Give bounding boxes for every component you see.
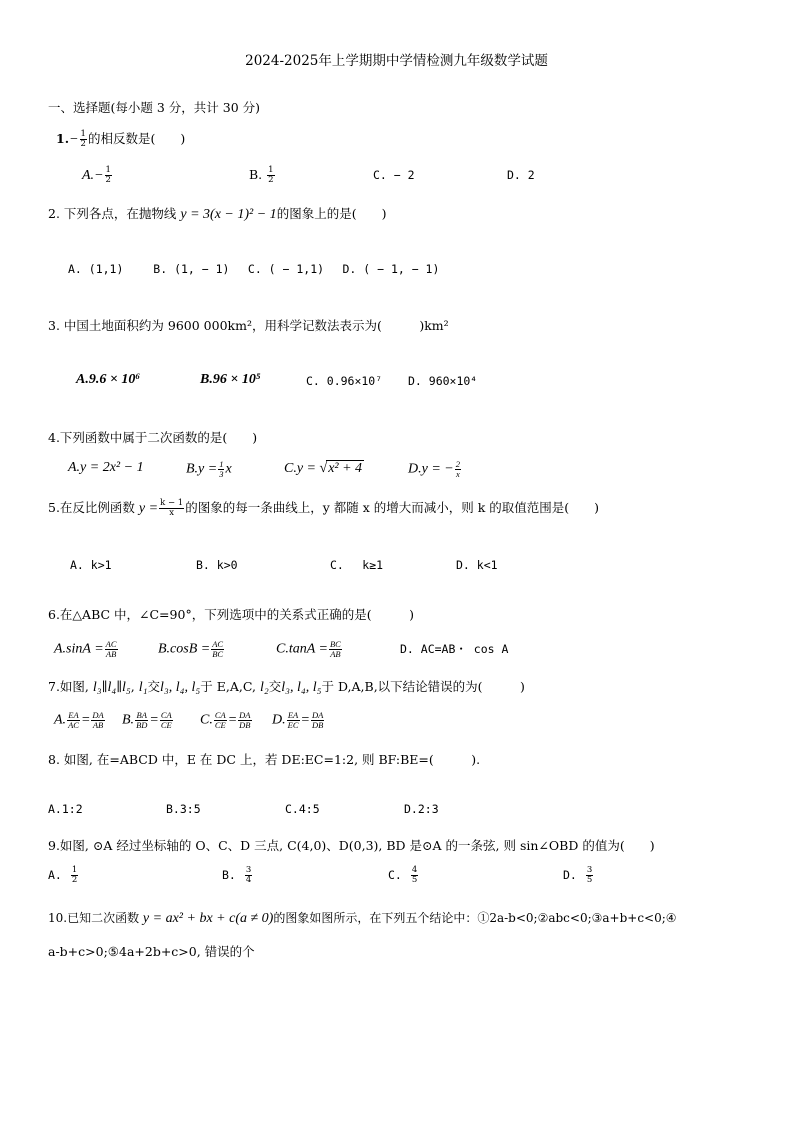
q5-option-c: C. k≥1	[330, 558, 384, 572]
question-9-stem: 9.如图, ⊙A 经过坐标轴的 O、C、D 三点, C(4,0)、D(0,3), BD 是⊙A 的一条弦, 则 sin∠OBD 的值为( )	[48, 838, 655, 853]
q5-option-b: B. k>0	[196, 558, 238, 572]
q4-option-c: C.y = √x² + 4	[284, 461, 363, 476]
q1-fraction: $\frac{1}{2}$	[80, 129, 86, 149]
q6-option-c: C.tanA = $\frac{BC}{AB}$	[276, 639, 341, 659]
q8-option-c: C.4:5	[285, 802, 320, 816]
question-10-stem: 10.已知二次函数 y = ax² + bx + c(a ≠ 0)的图象如图所示，在下列五个结论中：①2a-b<0;②abc<0;③a+b+c<0;④	[48, 911, 677, 926]
q9-option-d: D. $\frac{3}{5}$	[563, 865, 593, 885]
q6-option-a: A.sinA = $\frac{AC}{AB}$	[54, 639, 117, 659]
q9-option-a: A. $\frac{1}{2}$	[48, 865, 78, 885]
q4-option-d: D.y = − $\frac{2}{x}$	[408, 459, 460, 479]
q6-option-d: D. AC=AB・ cos A	[400, 642, 509, 656]
q7-option-a: A. $\frac{EA}{AC}$ = $\frac{DA}{AB}$	[54, 710, 104, 730]
q7-option-d: D. $\frac{EA}{EC}$ = $\frac{DA}{DB}$	[272, 710, 324, 730]
question-10-stem-line-2: a-b+c>0;⑤4a+2b+c>0, 错误的个	[48, 944, 255, 959]
question-1-stem	[56, 130, 185, 149]
q1-number: 1.	[56, 131, 70, 146]
q3-option-b: B.96 × 10⁵	[200, 372, 261, 387]
question-5-stem: 5.在反比例函数 y = $\frac{k - 1}{x}$ 的图象的每一条曲线上，y 都随 x 的增大而减小，则 k 的取值范围是( )	[48, 498, 599, 518]
q1-option-d: D. 2	[507, 168, 535, 182]
q3-option-d: D. 960×10⁴	[408, 374, 478, 388]
q1-stem-text: 的相反数是( )	[87, 131, 186, 146]
q9-option-c: C. $\frac{4}{5}$	[388, 865, 418, 885]
q1-option-b: B. $\frac{1}{2}$	[249, 165, 274, 185]
q7-option-b: B. $\frac{BA}{BD}$ = $\frac{CA}{CE}$	[122, 710, 172, 730]
q2-options: A. (1,1) B. (1, − 1) C. ( − 1,1) D. ( − 1, − 1)	[68, 262, 440, 276]
question-6-stem: 6.在△ABC 中，∠C=90°，下列选项中的关系式正确的是( )	[48, 607, 414, 622]
q8-option-b: B.3:5	[166, 802, 201, 816]
question-7-stem: 7.如图, l₃∥l₄∥l₅, l₁交l₃, l₄, l₅于 E,A,C, l₂交l₃, l₄, l₅于 D,A,B,以下结论错误的为( )	[48, 679, 525, 695]
q7-option-c: C. $\frac{CA}{CE}$ = $\frac{DA}{DB}$	[200, 710, 251, 730]
q4-option-a: A.y = 2x² − 1	[68, 460, 144, 475]
q8-option-d: D.2:3	[404, 802, 439, 816]
q4-option-b: B.y = $\frac{1}{3}$ x	[186, 459, 232, 479]
q3-option-a: A.9.6 × 10⁶	[76, 372, 141, 387]
q5-option-d: D. k<1	[456, 558, 498, 572]
q3-option-c: C. 0.96×10⁷	[306, 374, 383, 388]
question-2-stem: 2. 下列各点，在抛物线 y = 3(x − 1)² − 1的图象上的是( )	[48, 206, 387, 222]
question-4-stem: 4.下列函数中属于二次函数的是( )	[48, 430, 258, 445]
q1-option-a: A.− $\frac{1}{2}$	[82, 165, 111, 185]
q8-option-a: A.1:2	[48, 802, 83, 816]
q1-option-c: C. − 2	[373, 168, 415, 182]
page-title: 2024-2025年上学期期中学情检测九年级数学试题	[245, 53, 548, 69]
q6-option-b: B.cosB = $\frac{AC}{BC}$	[158, 639, 224, 659]
section-heading: 一、选择题(每小题 3 分，共计 30 分)	[48, 100, 261, 115]
q1-minus: −	[69, 132, 79, 147]
question-3-stem: 3. 中国土地面积约为 9600 000km²，用科学记数法表示为( )km²	[48, 318, 449, 333]
question-8-stem: 8. 如图, 在=ABCD 中，E 在 DC 上，若 DE:EC=1:2, 则 BF:BE=( ).	[48, 752, 481, 767]
q9-option-b: B. $\frac{3}{4}$	[222, 865, 252, 885]
q2-formula: y = 3(x − 1)² − 1	[180, 207, 277, 222]
q5-option-a: A. k>1	[70, 558, 112, 572]
